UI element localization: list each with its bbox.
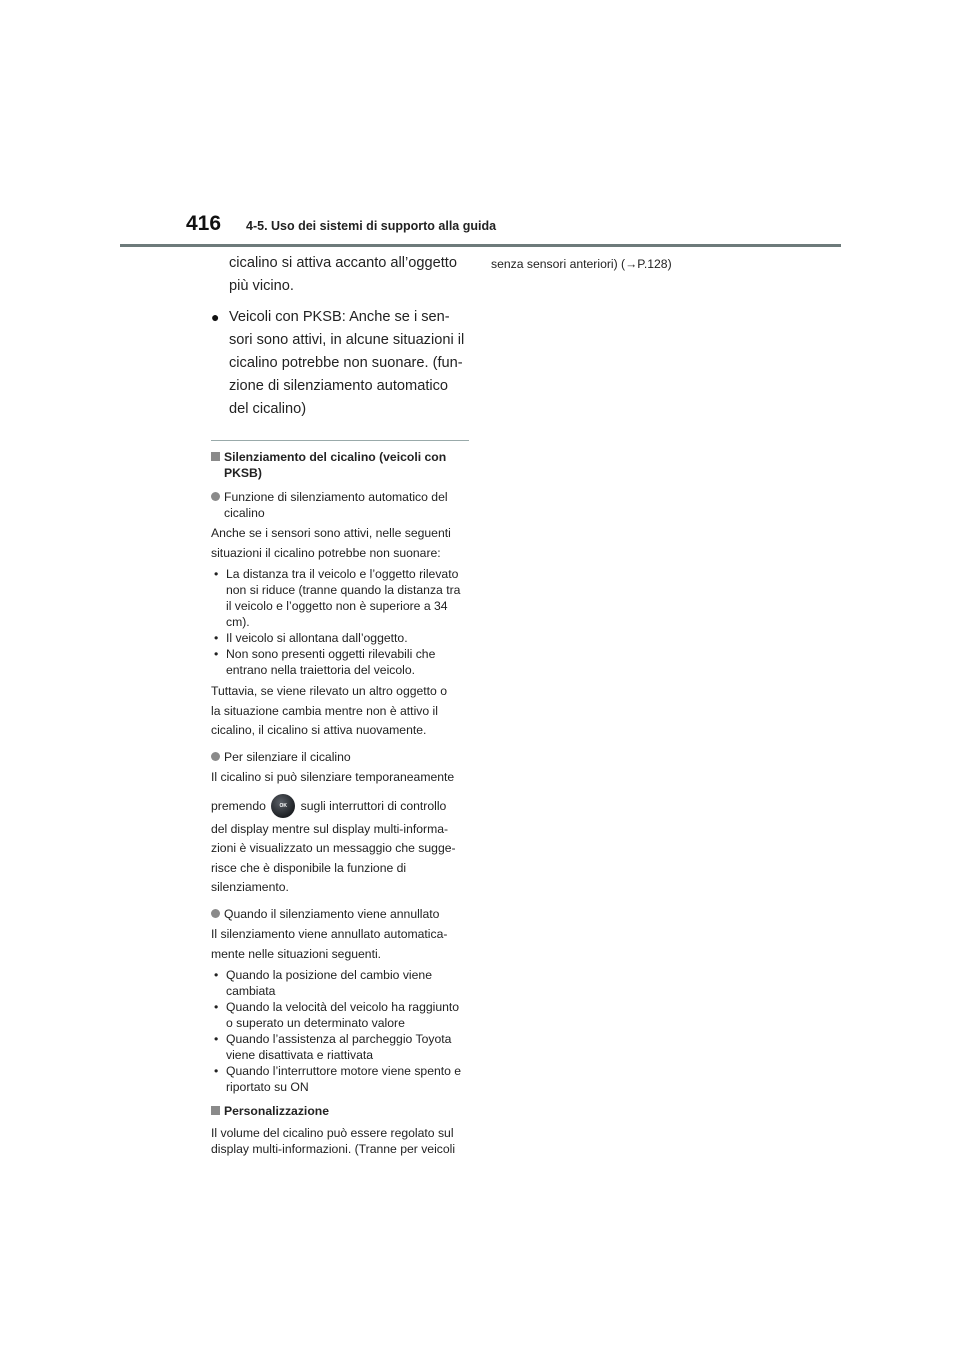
subheading-text: Quando il silenziamento viene annullato (224, 906, 440, 921)
left-column (211, 252, 469, 1157)
pksb-bullet (211, 306, 469, 421)
heading-text: Personalizzazione (224, 1104, 329, 1119)
paragraph-line: mente nelle situazioni seguenti. (211, 946, 382, 961)
paragraph-line: silenziamento. (211, 880, 289, 895)
subheading (211, 906, 469, 922)
bullet-icon: ● (211, 309, 220, 325)
list-item: • Quando l’assistenza al parcheggio Toyota viene disattivata e riattivata (211, 1031, 469, 1063)
section-heading (211, 1103, 469, 1119)
paragraph-line: zioni è visualizzato un messaggio che sugge- (211, 841, 456, 856)
text-line: cicalino potrebbe non suonare. (fun- (229, 355, 463, 371)
circle-bullet-icon (211, 752, 220, 761)
paragraph-line: del display mentre sul display multi-informa- (211, 821, 449, 836)
list-item: • La distanza tra il veicolo e l’oggetto rilevato non si riduce (tranne quando la distanza tra il veicolo e l’oggetto non è superiore a 34 cm). (211, 566, 469, 630)
section-title: 4-5. Uso dei sistemi di supporto alla guida (246, 219, 497, 233)
personalizzazione-section (211, 1103, 469, 1157)
subheading (211, 489, 469, 521)
text-line: cicalino si attiva accanto all’oggetto (229, 255, 457, 271)
paragraph: senza sensori anteriori) (→P.128) (491, 257, 672, 271)
intro-text (211, 252, 469, 298)
text-line: sori sono attivi, in alcune situazioni il (229, 332, 465, 348)
header-divider (120, 244, 841, 247)
paragraph-line: Anche se i sensori sono attivi, nelle seguenti (211, 526, 451, 540)
page-number: 416 (186, 212, 222, 235)
paragraph-line: situazioni il cicalino potrebbe non suonare: (211, 545, 441, 560)
paragraph: Il volume del cicalino può essere regolato sul display multi-informazioni. (Tranne per veicoli (211, 1126, 456, 1157)
section-heading (211, 449, 469, 481)
paragraph-line: Il cicalino si può silenziare temporaneamente (211, 769, 455, 784)
cancel-conditions-list (211, 967, 469, 1095)
square-bullet-icon (211, 452, 220, 461)
list-item: • Quando la velocità del veicolo ha raggiunto o superato un determinato valore (211, 999, 469, 1031)
conditions-list (211, 566, 469, 678)
paragraph-line: Tuttavia, se viene rilevato un altro oggetto o (211, 684, 447, 699)
list-item: • Non sono presenti oggetti rilevabili che entrano nella traiettoria del veicolo. (211, 646, 469, 678)
text-line: Veicoli con PKSB: Anche se i sen- (229, 309, 450, 325)
subheading-text: Per silenziare il cicalino (224, 749, 351, 764)
silenziamento-section (211, 449, 469, 1095)
right-column (491, 256, 751, 272)
subheading (211, 749, 469, 765)
section-divider (211, 440, 469, 441)
text-line: zione di silenziamento automatico (229, 378, 449, 394)
paragraph-line: risce che è disponibile la funzione di (211, 860, 407, 875)
paragraph-line: Il silenziamento viene annullato automatica- (211, 926, 448, 941)
text-fragment: sugli interruttori di controllo (300, 798, 447, 813)
paragraph-line: la situazione cambia mentre non è attivo il (211, 703, 438, 718)
square-bullet-icon (211, 1106, 220, 1115)
circle-bullet-icon (211, 492, 220, 501)
text-line: del cicalino) (229, 401, 307, 417)
text-line: più vicino. (229, 278, 294, 294)
circle-bullet-icon (211, 909, 220, 918)
list-item: • Quando l’interruttore motore viene spento e riportato su ON (211, 1063, 469, 1095)
list-item: • Il veicolo si allontana dall’oggetto. (211, 630, 469, 646)
paragraph-line: cicalino, il cicalino si attiva nuovamente. (211, 723, 427, 738)
text-fragment: premendo (211, 798, 266, 813)
paragraph-line-with-icon (211, 792, 469, 820)
heading-text: Silenziamento del cicalino (veicoli con PKSB) (224, 450, 447, 480)
list-item: • Quando la posizione del cambio viene cambiata (211, 967, 469, 999)
ok-button-icon: OK (271, 794, 295, 818)
subheading-text: Funzione di silenziamento automatico del cicalino (224, 490, 448, 520)
